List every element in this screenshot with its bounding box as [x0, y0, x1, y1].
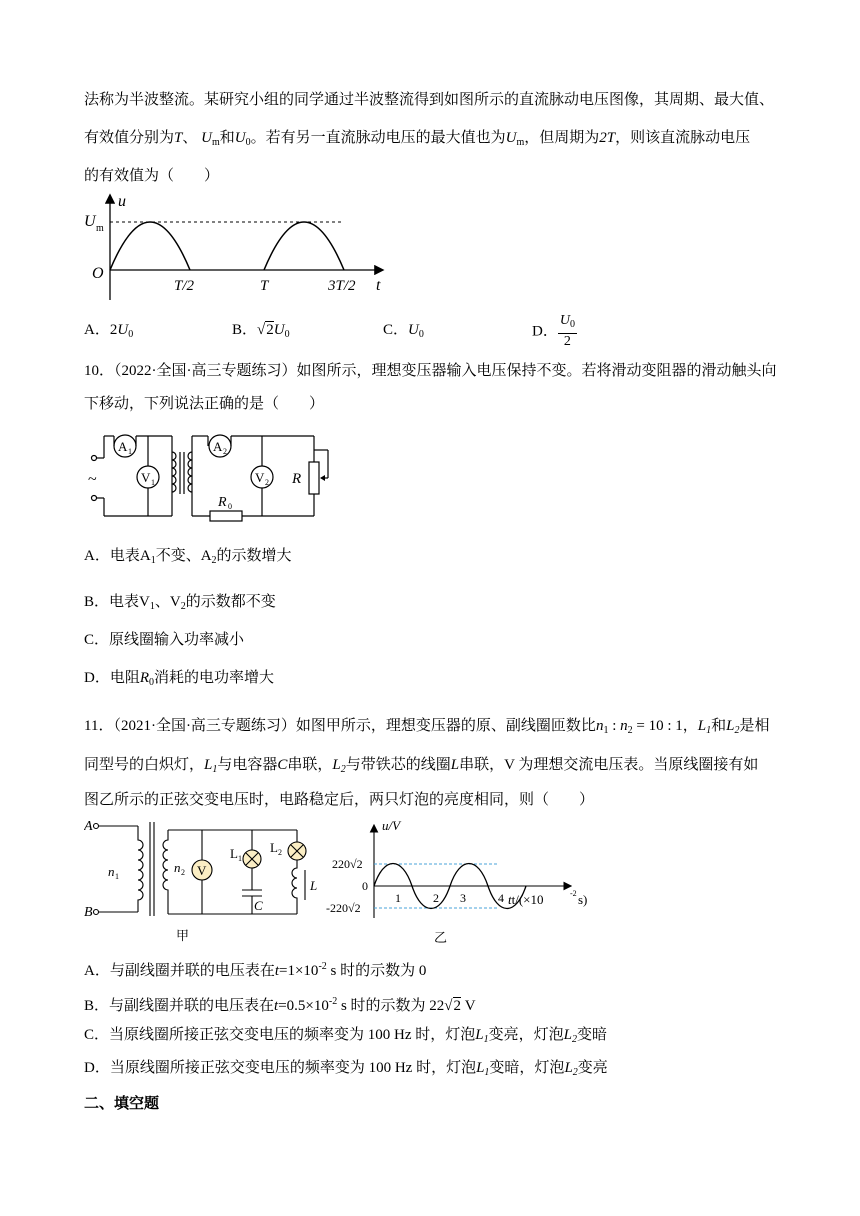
svg-text:C: C	[254, 898, 263, 913]
q9-um-sub: m	[96, 223, 104, 234]
q10-option-c[interactable]: C．原线圈输入功率减小	[84, 632, 245, 648]
q10-option-b[interactable]: B．电表$V_1$、$V_2$的示数都不变	[84, 594, 276, 612]
svg-text:1: 1	[128, 447, 132, 456]
svg-text:A: A	[118, 439, 128, 454]
svg-text:s): s)	[578, 892, 588, 907]
svg-text:2: 2	[223, 447, 227, 456]
q11-figure-yi	[326, 818, 598, 948]
q9-half-wave-1	[110, 222, 190, 270]
svg-text:V: V	[141, 470, 151, 485]
q11-option-c[interactable]: C．当原线圈所接正弦交变电压的频率变为 100 Hz 时，灯泡$L_1$变亮，灯泡$L_2$变暗	[84, 1027, 607, 1045]
q9-line1: 法称为半波整流。某研究小组的同学通过半波整流得到如图所示的直流脉动电压图像，其周期、最大值、	[84, 92, 775, 108]
svg-text:L: L	[230, 846, 238, 861]
q9-line3: 的有效值为（ ）	[84, 168, 220, 184]
svg-text:V: V	[255, 470, 265, 485]
q9-origin-label: O	[92, 265, 104, 282]
svg-text:B: B	[84, 905, 93, 920]
q9-voltage-graph	[82, 192, 402, 300]
q11-stem-line1: 11．（2021·全国·高三专题练习）如图甲所示，理想变压器的原、副线圈匝数比$n_1$ : $n_2 = 10$ : 1，$L_1$和$L_2$是相	[84, 718, 770, 736]
q10-circuit-diagram	[84, 428, 344, 528]
q9-half-wave-2	[264, 222, 344, 270]
svg-text:3: 3	[460, 891, 466, 905]
svg-text:R: R	[292, 471, 302, 487]
q9-option-c[interactable]: C．$U_0$	[383, 322, 424, 340]
svg-text:2: 2	[433, 891, 439, 905]
q9-y-label: u	[118, 193, 126, 210]
q11-option-a[interactable]: A．与副线圈并联的电压表在$t=1\times 10^{-2}$ s 时的示数为 0	[84, 961, 427, 979]
svg-text:0: 0	[228, 502, 232, 511]
svg-text:4: 4	[498, 891, 504, 905]
svg-text:-220√2: -220√2	[326, 901, 361, 915]
svg-text:L: L	[270, 840, 278, 855]
q10-stem-line1: 10．（2022·全国·高三专题练习）如图所示，理想变压器输入电压保持不变。若将滑动变阻器的滑动触头向	[84, 363, 777, 379]
q9-tick-3t2: 3T/2	[328, 278, 356, 294]
q11-y-label: u/V	[382, 818, 401, 833]
q10-option-a[interactable]: A．电表$A_1$不变、$A_2$的示数增大	[84, 548, 292, 566]
svg-text:0: 0	[362, 879, 368, 893]
svg-text:R: R	[218, 495, 227, 510]
q9-line2: 有效值分别为T、 $U_m$和$U_0$。若有另一直流脉动电压的最大值也为$U_m$，但周期为2T，则该直流脉动电压	[84, 130, 751, 148]
svg-text:1: 1	[151, 478, 155, 487]
q10-stem-line2: 下移动，下列说法正确的是（ ）	[84, 396, 325, 412]
svg-text:2: 2	[265, 478, 269, 487]
svg-text:1: 1	[395, 891, 401, 905]
q9-tick-t2: T/2	[174, 278, 195, 294]
svg-text:n: n	[108, 864, 115, 879]
svg-text:A: A	[213, 439, 223, 454]
svg-text:1: 1	[115, 872, 119, 881]
svg-text:L: L	[310, 878, 318, 893]
svg-text:220√2: 220√2	[332, 857, 363, 871]
q9-option-d[interactable]: D． $\frac{U_0}{2}$	[532, 313, 575, 349]
q9-tick-t: T	[260, 278, 269, 294]
svg-text:甲: 甲	[176, 928, 190, 943]
svg-text:乙: 乙	[434, 930, 448, 945]
q11-figure-jia	[84, 818, 324, 948]
q9-option-b[interactable]: B．$√2U_0$	[232, 322, 290, 340]
q11-stem-line3: 图乙所示的正弦交变电压时，电路稳定后，两只灯泡的亮度相同，则（ ）	[84, 792, 595, 808]
q9-um-label: U	[84, 213, 96, 230]
q10-option-d[interactable]: D．电阻$R_0$消耗的电功率增大	[84, 670, 275, 688]
svg-text:2: 2	[181, 868, 185, 877]
svg-text:2: 2	[278, 848, 282, 857]
svg-text:n: n	[174, 860, 181, 875]
svg-text:V: V	[197, 863, 207, 878]
q9-option-a[interactable]: A．$2U_0$	[84, 322, 134, 340]
svg-text:~: ~	[88, 471, 97, 488]
q11-stem-line2: 同型号的白炽灯，$L_1$与电容器C串联，$L_2$与带铁芯的线圈L串联，V 为理想交流电压表。当原线圈接有如	[84, 757, 759, 775]
q11-option-b[interactable]: B．与副线圈并联的电压表在$t=0.5\times 10^{-2}$ s 时的示数为 22√2 V	[84, 996, 476, 1014]
q9-x-label: t	[376, 277, 381, 294]
svg-text:A: A	[84, 819, 93, 834]
svg-text:-2: -2	[570, 889, 577, 898]
section-2-heading: 二、填空题	[84, 1096, 160, 1112]
q11-option-d[interactable]: D．当原线圈所接正弦交变电压的频率变为 100 Hz 时，灯泡$L_1$变暗，灯泡$L_2$变亮	[84, 1060, 608, 1078]
q11-x-label: tt/(×10	[508, 892, 544, 907]
svg-text:1: 1	[238, 854, 242, 863]
